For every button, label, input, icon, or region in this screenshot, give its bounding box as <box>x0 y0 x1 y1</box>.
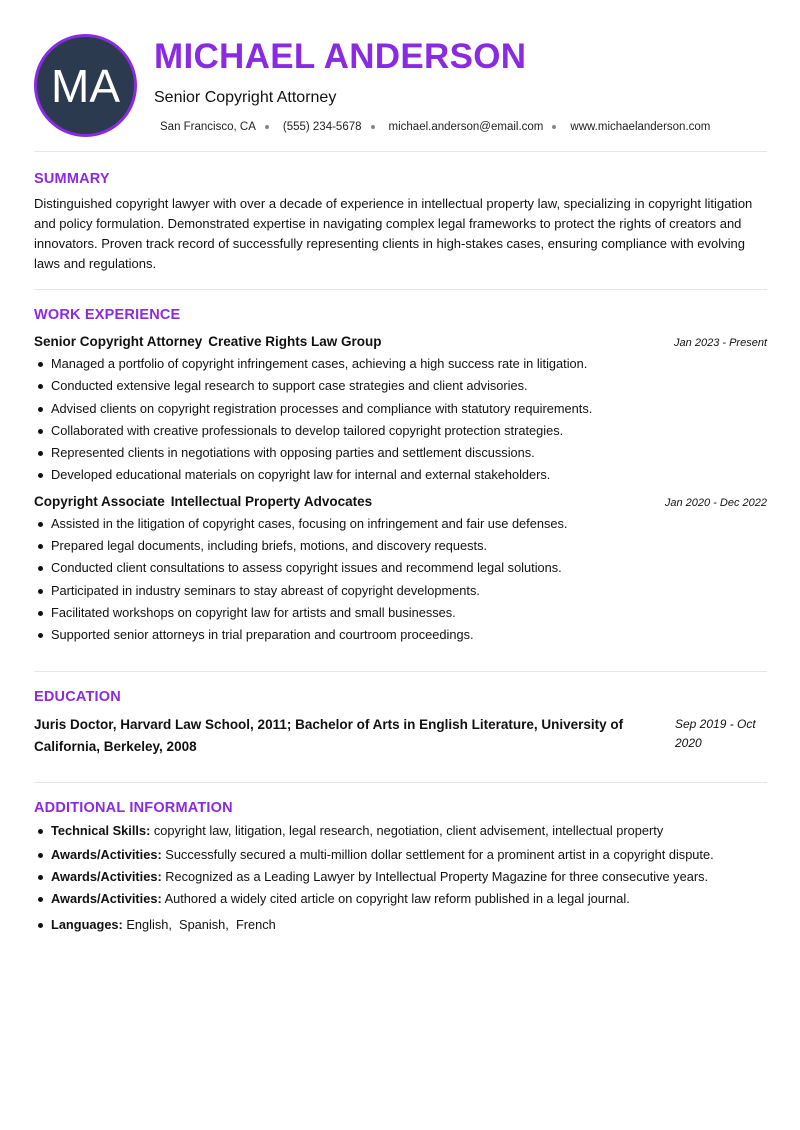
experience-section <box>34 290 767 647</box>
additional-list <box>34 820 767 936</box>
list-item <box>34 844 767 866</box>
list-item: Conducted client consultations to assess copyright issues and recommend legal solutions. <box>34 557 767 579</box>
contact-location: San Francisco, CA <box>160 121 256 133</box>
job-dates: Jan 2020 - Dec 2022 <box>664 496 767 509</box>
list-item: Managed a portfolio of copyright infringement cases, achieving a high success rate in litigation. <box>34 353 767 375</box>
avatar-initials: MA <box>51 59 120 112</box>
item-label: Awards/Activities: <box>51 869 162 885</box>
education-entry <box>34 714 767 758</box>
list-item: Participated in industry seminars to stay abreast of copyright developments. <box>34 580 767 602</box>
job-company: Intellectual Property Advocates <box>170 493 373 509</box>
list-item <box>34 866 767 888</box>
job-bullets <box>34 353 767 487</box>
list-item: Represented clients in negotiations with opposing parties and settlement discussions. <box>34 442 767 464</box>
separator-dot-icon <box>265 125 269 129</box>
section-heading-summary: SUMMARY <box>34 171 110 187</box>
summary-section <box>34 152 767 274</box>
job-company: Creative Rights Law Group <box>208 334 382 349</box>
job-dates: Jan 2023 - Present <box>674 337 767 349</box>
item-label: Awards/Activities: <box>51 846 162 862</box>
education-degrees: Juris Doctor, Harvard Law School, 2011; Bachelor of Arts in English Literature, University of California, Berkeley, 2008 <box>34 716 624 754</box>
contact-email[interactable]: michael.anderson@email.com <box>388 121 544 133</box>
job-title: Copyright Associate <box>34 493 165 509</box>
contact-website[interactable]: www.michaelanderson.com <box>570 121 711 133</box>
resume-page <box>34 0 767 936</box>
list-item: Conducted extensive legal research to support case strategies and client advisories. <box>34 375 767 397</box>
section-heading-experience: WORK EXPERIENCE <box>34 307 181 323</box>
job-entry <box>34 494 767 647</box>
list-item <box>34 888 767 910</box>
summary-text: Distinguished copyright lawyer with over a decade of experience in intellectual property law, specializing in copyright litigation and policy formulation. Demonstrated expertise in navigating complex legal frameworks to protect the rights of creators and innovators. Proven track record of successfully representing clients in high-stakes cases, ensuring compliance with evolving laws and regulations. <box>34 196 753 271</box>
avatar <box>34 34 137 137</box>
candidate-title: Senior Copyright Attorney <box>154 89 337 106</box>
item-label: Languages: <box>51 916 123 932</box>
list-item: Developed educational materials on copyright law for internal and external stakeholders. <box>34 464 767 486</box>
job-title: Senior Copyright Attorney <box>34 334 203 349</box>
list-item: Facilitated workshops on copyright law for artists and small businesses. <box>34 602 767 624</box>
candidate-name: MICHAEL ANDERSON <box>154 37 527 76</box>
job-header <box>34 334 767 349</box>
job-bullets <box>34 513 767 647</box>
job-title-line <box>34 494 372 509</box>
contact-phone: (555) 234-5678 <box>282 121 362 133</box>
item-value: Successfully secured a multi-million dollar settlement for a prominent artist in a copyright dispute. <box>165 846 714 862</box>
list-item: Assisted in the litigation of copyright cases, focusing on infringement and fair use defenses. <box>34 513 767 535</box>
item-label: Awards/Activities: <box>51 891 162 907</box>
item-label: Technical Skills: <box>51 822 151 838</box>
contact-info <box>160 121 710 133</box>
additional-section <box>34 783 767 936</box>
job-title-line <box>34 334 382 349</box>
item-value: Authored a widely cited article on copyright law reform published in a legal journal. <box>164 891 630 907</box>
separator-dot-icon <box>371 125 375 129</box>
list-item <box>34 914 767 936</box>
section-heading-additional: ADDITIONAL INFORMATION <box>34 799 233 816</box>
list-item: Advised clients on copyright registration processes and compliance with statutory requirements. <box>34 398 767 420</box>
education-section <box>34 672 767 758</box>
job-header <box>34 494 767 509</box>
resume-header <box>34 0 767 151</box>
item-value: Recognized as a Leading Lawyer by Intellectual Property Magazine for three consecutive years. <box>165 869 709 885</box>
job-entry <box>34 334 767 487</box>
list-item <box>34 820 767 842</box>
item-value: copyright law, litigation, legal research, negotiation, client advisement, intellectual property <box>153 822 664 838</box>
section-heading-education: EDUCATION <box>34 688 121 705</box>
list-item: Collaborated with creative professionals to develop tailored copyright protection strategies. <box>34 420 767 442</box>
list-item: Supported senior attorneys in trial preparation and courtroom proceedings. <box>34 624 767 646</box>
item-value: English, Spanish, French <box>126 916 276 932</box>
separator-dot-icon <box>552 125 556 129</box>
education-dates: Sep 2019 - Oct 2020 <box>675 716 756 750</box>
list-item: Prepared legal documents, including briefs, motions, and discovery requests. <box>34 535 767 557</box>
